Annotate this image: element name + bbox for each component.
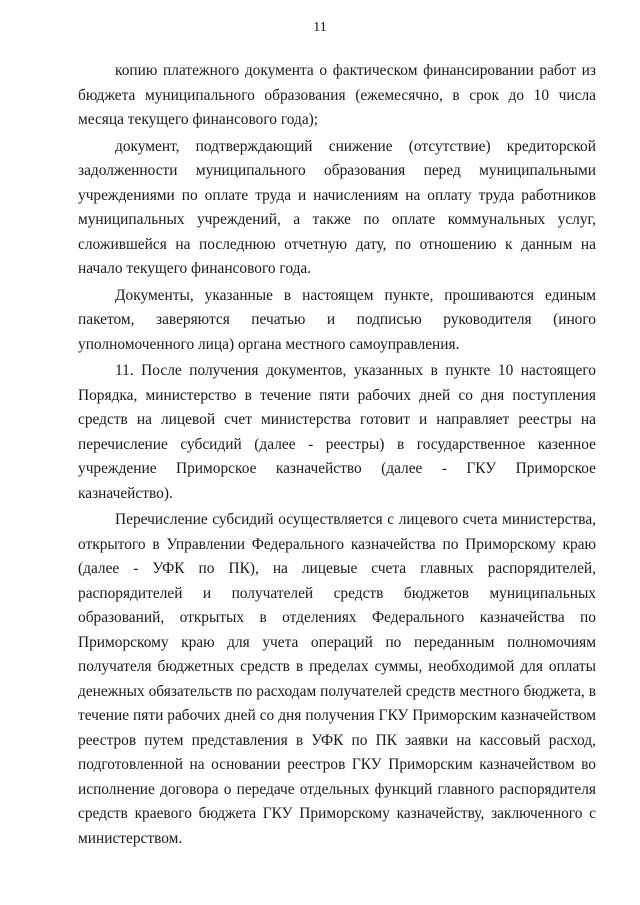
paragraph-payment-document: копию платежного документа о фактическом финансировании работ из бюджета муниципального образования (ежемесячно, в срок до 10 числа месяца текущего финансового года); — [78, 62, 596, 128]
document-body — [78, 59, 596, 853]
paragraph-debt-document: документ, подтверждающий снижение (отсутствие) кредиторской задолженности муниципального образования перед муниципальными учреждениями по оплате труда и начислениям на оплату труда работников муниципальных учреждений, а также по оплате коммунальных услуг, сложившейся на последнюю отчетную дату, по отношению к данным на начало текущего финансового года. — [78, 137, 596, 277]
paragraph-subsidy-transfer: Перечисление субсидий осуществляется с лицевого счета министерства, открытого в Управлении Федерального казначейства по Приморскому краю (далее - УФК по ПК), на лицевые счета главных распорядителей, распорядителей и получателей средств бюджетов муниципальных образований, открытых в отделениях Федерального казначейства по Приморскому краю для учета операций по переданным полномочиям получателя бюджетных средств в пределах суммы, необходимой для оплаты денежных обязательств по расходам получателей средств местного бюджета, в течение пяти рабочих дней со дня получения ГКУ Приморским казначейством реестров путем представления в УФК по ПК заявки на кассовый расход, подготовленной на основании реестров ГКУ Приморским казначейством во исполнение договора о передаче отдельных функций главного распорядителя средств краевого бюджета ГКУ Приморскому казначейству, заключенного с министерством. — [78, 511, 596, 847]
page-number: 11 — [313, 20, 327, 35]
paragraph-item-11: 11. После получения документов, указанных в пункте 10 настоящего Порядка, министерство в течение пяти рабочих дней со дня поступления средств на лицевой счет министерства готовит и направляет реестры на перечисление субсидий (далее - реестры) в государственное казенное учреждение Приморское казначейство (далее - ГКУ Приморское казначейство). — [78, 362, 596, 502]
paragraph-documents-bundle: Документы, указанные в настоящем пункте, прошиваются единым пакетом, заверяются печатью и подписью руководителя (иного уполномоченного лица) органа местного самоуправления. — [78, 286, 596, 353]
